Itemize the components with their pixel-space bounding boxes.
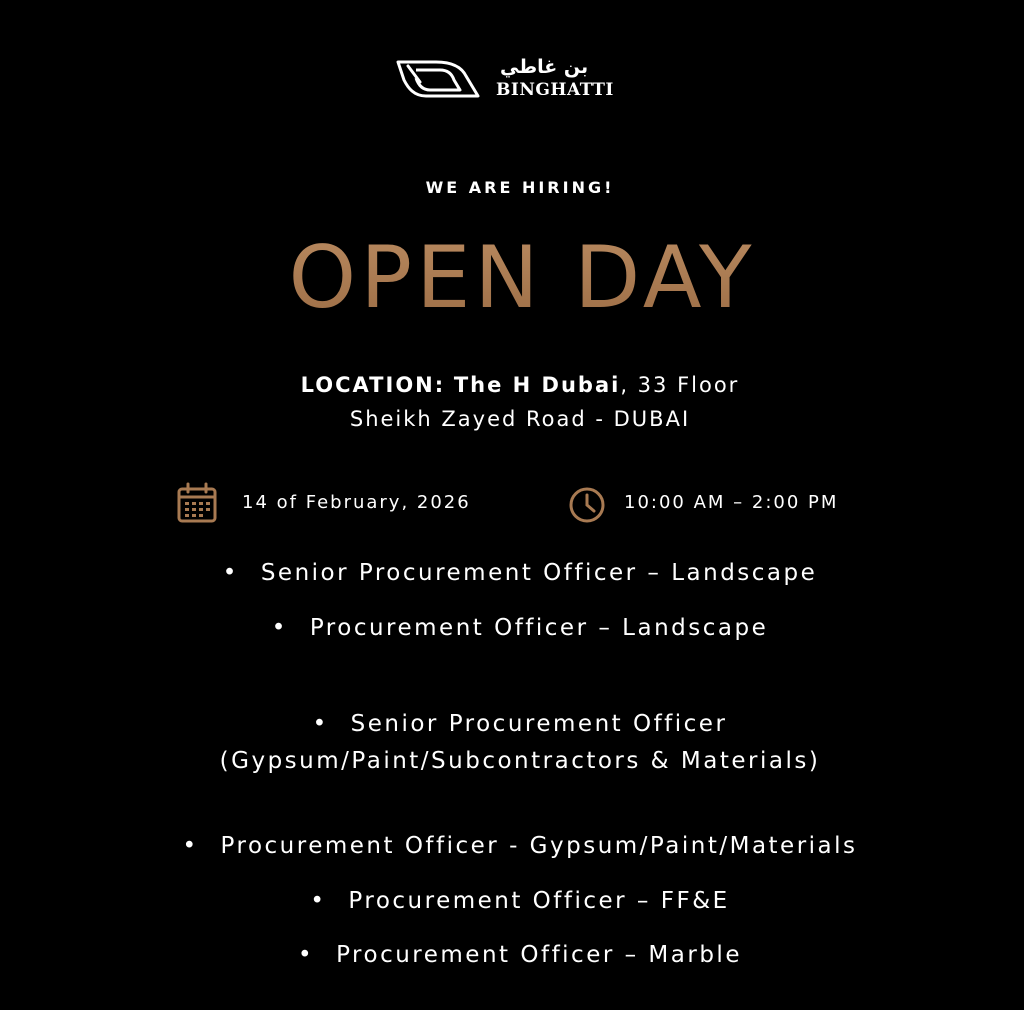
role-item-text: Procurement Officer – FF&E: [348, 888, 730, 914]
event-date-text: 14 of February, 2026: [242, 492, 471, 513]
location-label: LOCATION:: [300, 373, 446, 397]
brand-name-arabic: بن غاطي: [500, 56, 589, 78]
role-item: • Procurement Officer – FF&E: [310, 888, 730, 914]
role-item-continuation: [0, 748, 1024, 774]
role-item-text: Procurement Officer – Marble: [336, 942, 742, 968]
brand-name-latin: BINGHATTI: [496, 80, 614, 100]
role-item: • Procurement Officer – Marble: [298, 942, 742, 968]
hiring-tagline: WE ARE HIRING!: [425, 178, 615, 197]
role-item: • Procurement Officer - Gypsum/Paint/Materials: [182, 833, 858, 859]
location-floor: , 33 Floor: [620, 373, 740, 397]
location-address: Sheikh Zayed Road - DUBAI: [349, 407, 691, 431]
role-item-text: (Gypsum/Paint/Subcontractors & Materials): [219, 748, 821, 774]
role-item-text: Senior Procurement Officer – Landscape: [260, 560, 818, 586]
role-item: • Senior Procurement Officer: [312, 711, 728, 737]
role-item-text: Senior Procurement Officer: [350, 711, 728, 737]
role-item-text: Procurement Officer - Gypsum/Paint/Materials: [220, 833, 858, 859]
location-venue: The H Dubai: [453, 373, 621, 397]
headline: OPEN DAY: [0, 228, 1024, 328]
role-item-text: Procurement Officer – Landscape: [309, 615, 769, 641]
event-time-text: 10:00 AM – 2:00 PM: [624, 492, 839, 513]
role-item: • Senior Procurement Officer – Landscape: [222, 560, 818, 586]
role-item: • Procurement Officer – Landscape: [271, 615, 769, 641]
